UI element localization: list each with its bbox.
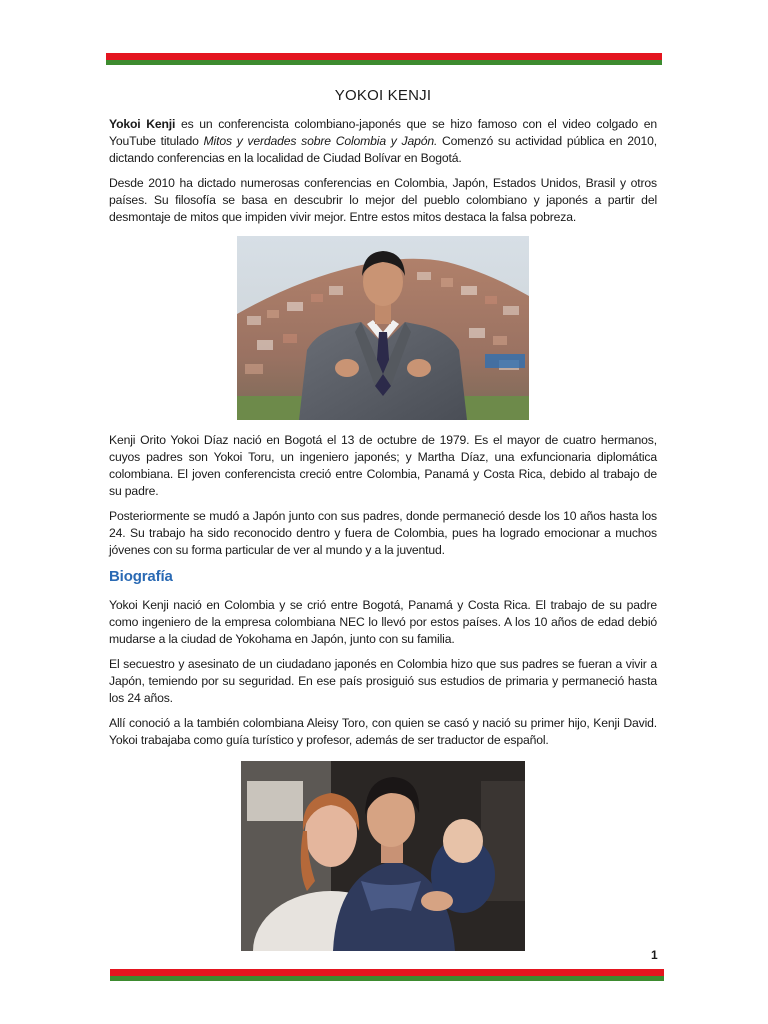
intro-bold-name: Yokoi Kenji	[109, 117, 176, 131]
footer-stripe-red	[110, 969, 664, 976]
paragraph-2: Desde 2010 ha dictado numerosas conferencias en Colombia, Japón, Estados Unidos, Brasil y otros países. Su filosofía se basa en descubrir lo mejor del pueblo colombiano y japonés a partir del desmontaje de mitos que impiden vivir mejor. Entre estos mitos destaca la falsa pobreza.	[109, 176, 657, 224]
header-stripe	[106, 53, 662, 65]
photo-speaker	[237, 236, 529, 420]
bio-paragraph-3: Allí conoció a la también colombiana Aleisy Toro, con quien se casó y nació su primer hijo, Kenji David. Yokoi trabajaba como guía turístico y profesor, además de ser traductor de español.	[109, 716, 657, 747]
footer-stripe-green	[110, 976, 664, 981]
bio-paragraph-2: El secuestro y asesinato de un ciudadano japonés en Colombia hizo que sus padres se fueran a vivir a Japón, temiendo por su seguridad. En ese país prosiguió sus estudios de primaria y permaneció hasta los 24 años.	[109, 657, 657, 705]
photo-family	[241, 761, 525, 951]
bio-paragraph-1: Yokoi Kenji nació en Colombia y se crió entre Bogotá, Panamá y Costa Rica. El trabajo de su padre como ingeniero de la empresa colombiana NEC lo llevó por estos países. A los 10 años de edad debió mudarse a la ciudad de Yokohama en Japón, junto con su familia.	[109, 598, 657, 646]
intro-italic-title: Mitos y verdades sobre Colombia y Japón.	[203, 134, 438, 148]
intro-text-a: es un conferencista colombiano-japonés que se hizo famoso con el video colgado en YouTube titulado	[109, 117, 657, 148]
section-heading-biografia: Biografía	[109, 568, 173, 585]
intro-paragraph	[109, 116, 657, 167]
page-title: YOKOI KENJI	[334, 87, 432, 104]
paragraph-4: Posteriormente se mudó a Japón junto con sus padres, donde permaneció desde los 10 años hasta los 24. Su trabajo ha sido reconocido dentro y fuera de Colombia, pues ha logrado emocionar a muchos jóvenes con su forma particular de ver al mundo y a la juventud.	[109, 509, 657, 557]
header-stripe-green	[106, 60, 662, 65]
intro-text-b: Comenzó su actividad pública en 2010, dictando conferencias en la localidad de Ciudad Bolívar en Bogotá.	[109, 134, 657, 165]
document-body	[109, 86, 657, 951]
footer-stripe	[110, 969, 664, 981]
paragraph-3: Kenji Orito Yokoi Díaz nació en Bogotá el 13 de octubre de 1979. Es el mayor de cuatro hermanos, cuyos padres son Yokoi Toru, un ingeniero japonés; y Martha Díaz, una exfuncionaria diplomática colombiana. El joven conferencista creció entre Colombia, Panamá y Costa Rica, debido al trabajo de su padre.	[109, 433, 657, 498]
page-number: 1	[651, 948, 658, 962]
header-stripe-red	[106, 53, 662, 60]
